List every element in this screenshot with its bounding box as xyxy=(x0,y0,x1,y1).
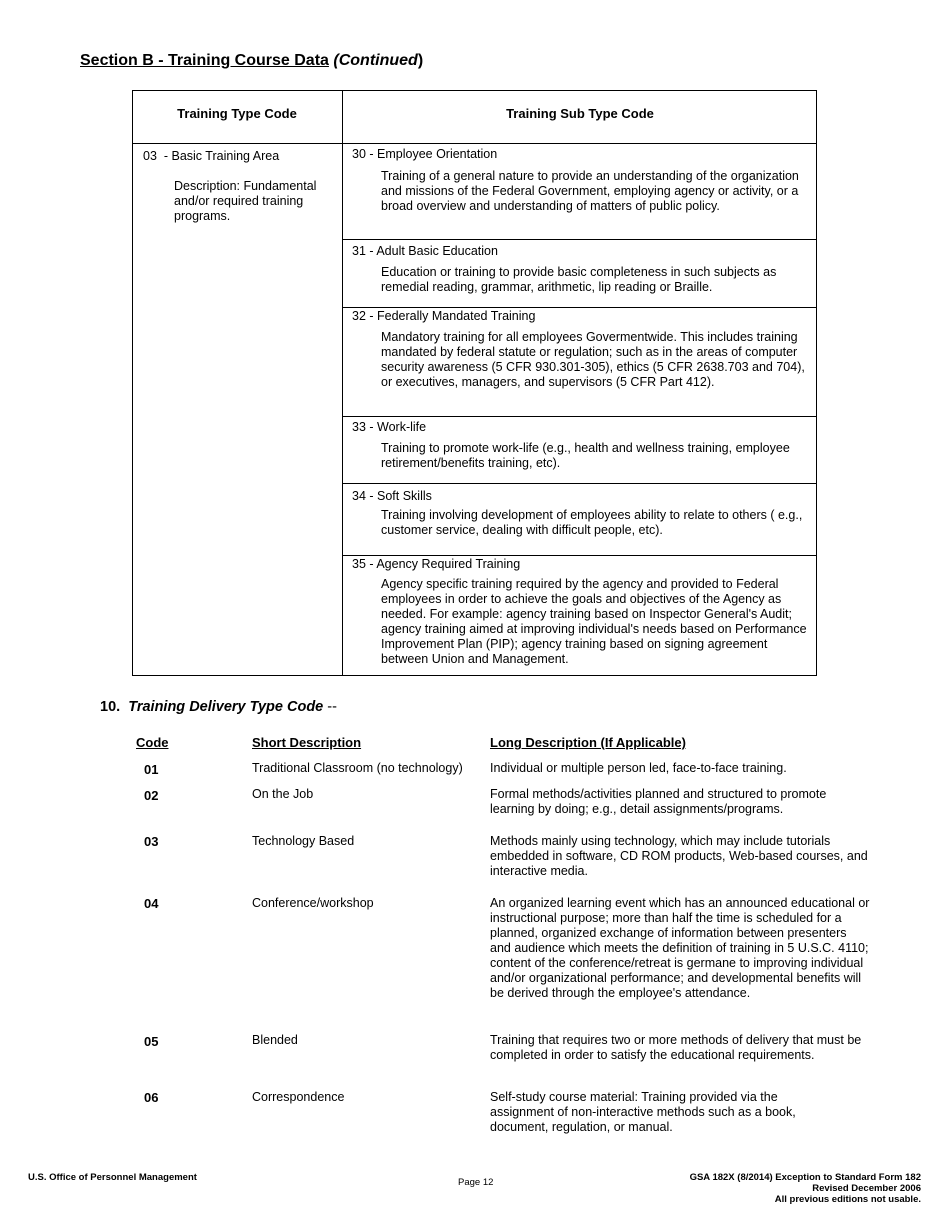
row-code: 02 xyxy=(144,788,159,803)
item-10-title: Training Delivery Type Code xyxy=(128,699,324,715)
row-short-description: Technology Based xyxy=(252,834,355,848)
col-header-code: Code xyxy=(136,735,169,750)
row-short-description: Conference/workshop xyxy=(252,896,374,910)
subtype-33-title: 33 - Work-life xyxy=(352,420,427,434)
footer-page-number: Page 12 xyxy=(458,1177,494,1188)
header-training-sub-type-code: Training Sub Type Code xyxy=(506,106,654,121)
header-training-type-code: Training Type Code xyxy=(177,106,297,121)
item-10-suffix: -- xyxy=(323,699,337,715)
subtype-30-description: Training of a general nature to provide an understanding of the organization and missions of the Federal Government, employing agency or activity, or a broad overview and understanding of matters of public policy. xyxy=(381,169,799,213)
table-row-rule xyxy=(342,416,817,417)
row-long-description: Training that requires two or more methods of delivery that must be completed in order to satisfy the educational requirements. xyxy=(490,1033,862,1062)
subtype-32-title: 32 - Federally Mandated Training xyxy=(352,309,536,323)
col-header-long: Long Description (If Applicable) xyxy=(490,735,686,750)
section-title-main: Section B - Training Course Data xyxy=(80,52,329,69)
table-row-rule xyxy=(342,239,817,240)
type-code-description: Description: Fundamental and/or required training programs. xyxy=(174,179,317,223)
row-long-description: Formal methods/activities planned and structured to promote learning by doing; e.g., detail assignments/programs. xyxy=(490,787,827,816)
row-long-description: Methods mainly using technology, which may include tutorials embedded in software, CD ROM products, Web-based courses, and interactive media. xyxy=(490,834,868,878)
table-divider-vertical xyxy=(342,90,343,676)
row-code: 01 xyxy=(144,762,159,777)
subtype-31-description: Education or training to provide basic completeness in such subjects as remedial reading, grammar, arithmetic, lip reading or Braille. xyxy=(381,265,777,294)
row-short-description: Traditional Classroom (no technology) xyxy=(252,761,463,775)
type-code-label: 03 - Basic Training Area xyxy=(143,149,280,163)
footer-form-number: GSA 182X (8/2014) Exception to Standard Form 182 xyxy=(689,1172,921,1183)
section-title-continued: (Continued xyxy=(333,52,418,69)
item-10-heading xyxy=(100,699,337,715)
section-title-close: ) xyxy=(417,52,424,69)
row-long-description: Individual or multiple person led, face-to-face training. xyxy=(490,761,787,775)
section-title xyxy=(80,52,423,70)
row-long-description: Self-study course material: Training provided via the assignment of non-interactive methods such as a book, document, regulation, or manual. xyxy=(490,1090,796,1134)
table-row-rule xyxy=(342,483,817,484)
subtype-32-description: Mandatory training for all employees Govermentwide. This includes training mandated by federal statute or regulation; such as in the areas of computer security awareness (5 CFR 930.301-305), ethics (5 CFR 2638.703 and 704), or executives, managers, and supervisors (5 CFR Part 412). xyxy=(381,330,805,389)
row-code: 05 xyxy=(144,1034,159,1049)
row-short-description: Blended xyxy=(252,1033,298,1047)
row-code: 03 xyxy=(144,834,159,849)
table-row-rule xyxy=(342,555,817,556)
subtype-33-description: Training to promote work-life (e.g., health and wellness training, employee retirement/benefits training, etc). xyxy=(381,441,790,470)
footer-editions-note: All previous editions not usable. xyxy=(774,1194,921,1205)
row-code: 06 xyxy=(144,1090,159,1105)
row-short-description: Correspondence xyxy=(252,1090,345,1104)
footer-revised: Revised December 2006 xyxy=(812,1183,921,1194)
subtype-31-title: 31 - Adult Basic Education xyxy=(352,244,498,258)
subtype-30-title: 30 - Employee Orientation xyxy=(352,147,498,161)
table-header-rule xyxy=(132,143,817,144)
table-row-rule xyxy=(342,307,817,308)
subtype-35-description: Agency specific training required by the agency and provided to Federal employees in order to achieve the goals and objectives of the Agency as needed. For example: agency training based on Inspector General's Audit; agency training aimed at improving individual's needs based on Performance Improvement Plan (PIP); agency training based on signing agreement between Union and Management. xyxy=(381,577,807,666)
row-long-description: An organized learning event which has an announced educational or instructional purpose; more than half the time is scheduled for a planned, organized exchange of information between presenters and audience which meets the definition of training in 5 U.S.C. 4110; content of the conference/retreat is germane to improving individual and/or organizational performance; and developmental benefits will be derived through the employee's attendance. xyxy=(490,896,870,1000)
footer-agency: U.S. Office of Personnel Management xyxy=(28,1172,197,1183)
subtype-34-description: Training involving development of employees ability to relate to others ( e.g., customer service, dealing with difficult people, etc). xyxy=(381,508,803,537)
footer-form-info xyxy=(690,1172,921,1205)
col-header-short: Short Description xyxy=(252,735,362,750)
item-10-number: 10. xyxy=(100,699,121,715)
row-code: 04 xyxy=(144,896,159,911)
row-short-description: On the Job xyxy=(252,787,314,801)
subtype-34-title: 34 - Soft Skills xyxy=(352,489,432,503)
subtype-35-title: 35 - Agency Required Training xyxy=(352,557,521,571)
